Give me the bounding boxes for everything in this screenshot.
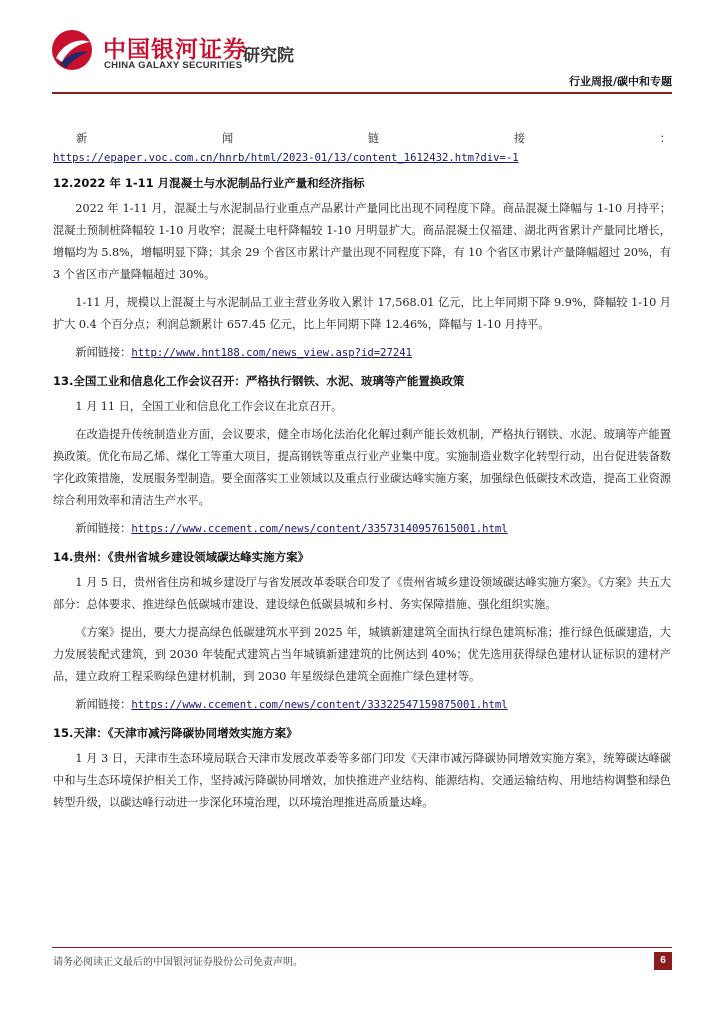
page-number: 6 [654, 952, 672, 970]
news-link-label: 新闻链接： [75, 522, 132, 535]
news-link-url[interactable]: https://www.ccement.com/news/content/33322547159875001.html [131, 699, 508, 711]
news-link-block [53, 130, 671, 168]
galaxy-logo-icon [50, 28, 94, 72]
section-heading: 15.天津：《天津市减污降碳协同增效实施方案》 [53, 726, 298, 740]
section-heading: 13.全国工业和信息化工作会议召开：严格执行钢铁、水泥、玻璃等产能置换政策 [53, 374, 465, 388]
news-link-label: 新闻链接： [75, 346, 132, 359]
news-link-label: 新闻链接： [75, 698, 132, 711]
news-link [53, 694, 671, 716]
paragraph: 1-11 月，规模以上混凝土与水泥制品工业主营业务收入累计 17,568.01 亿元，比上年同期下降 9.9%，降幅较 1-10 月扩大 0.4 个百分点；利润总额累计 657.45 亿元，比上年同期下降 12.46%，降幅与 1-10 月持平。 [53, 296, 671, 331]
section-heading: 14.贵州：《贵州省城乡建设领域碳达峰实施方案》 [53, 550, 310, 564]
news-link-url[interactable]: https://www.ccement.com/news/content/33573140957615001.html [131, 523, 508, 535]
disclaimer-text: 请务必阅读正文最后的中国银河证券股份公司免责声明。 [53, 957, 303, 968]
news-link [53, 342, 671, 364]
page-header [0, 0, 724, 95]
article-body [53, 130, 671, 820]
report-type: 行业周报/碳中和专题 [568, 75, 672, 88]
paragraph: 1 月 11 日，全国工业和信息化工作会议在北京召开。 [75, 400, 343, 413]
footer-divider [52, 947, 672, 948]
paragraph: 在改造提升传统制造业方面，会议要求，健全市场化法治化化解过剩产能长效机制，严格执行钢铁、水泥、玻璃等产能置换政策。优化布局乙烯、煤化工等重大项目，提高钢铁等重点行业产业集中度。实施制造业数字化转型行动，出台促进装备数字化政策措施，发展服务型制造。要全面落实工业领域以及重点行业碳达峰实施方案，加强绿色低碳技术改造，提高工业资源综合利用效率和清洁生产水平。 [53, 428, 671, 507]
logo-english-name: CHINA GALAXY SECURITIES [104, 60, 243, 71]
paragraph: 2022 年 1-11 月，混凝土与水泥制品行业重点产品累计产量同比出现不同程度下降。商品混凝土降幅与 1-10 月持平；混凝土预制桩降幅较 1-10 月收窄；混凝土电杆降幅较 1-10 月明显扩大。商品混凝土仅福建、湖北两省累计产量同比增长，增幅均为 5.8%，增幅明显下降；其余 29 个省区市累计产量出现不同程度下降，有 10 个省区市累计产量降幅超过 20%，有 3 个省区市产量降幅超过 30%。 [53, 202, 671, 281]
paragraph: 《方案》提出，要大力提高绿色低碳建筑水平到 2025 年，城镇新建建筑全面执行绿色建筑标准；推行绿色低碳建造，大力发展装配式建筑，到 2030 年装配式建筑占当年城镇新建建筑的比例达到 40%；优先选用获得绿色建材认证标识的建材产品，建立政府工程采购绿色建材机制，到 2030 年星级绿色建筑全面推广绿色建材等。 [53, 626, 671, 683]
news-link-url[interactable]: http://www.hnt188.com/news_view.asp?id=27241 [131, 347, 412, 359]
paragraph: 1 月 3 日，天津市生态环境局联合天津市发展改革委等多部门印发《天津市减污降碳协同增效实施方案》，统筹碳达峰碳中和与生态环境保护相关工作，坚持减污降碳协同增效，加快推进产业结构、能源结构、交通运输结构、用地结构调整和绿色转型升级，以碳达峰行动进一步深化环境治理，以环境治理推进高质量达峰。 [53, 752, 671, 809]
paragraph: 1 月 5 日，贵州省住房和城乡建设厅与省发展改革委联合印发了《贵州省城乡建设领域碳达峰实施方案》。《方案》共五大部分：总体要求、推进绿色低碳城市建设、建设绿色低碳县城和乡村、务实保障措施、强化组织实施。 [53, 576, 671, 611]
section-heading: 12.2022 年 1-11 月混凝土与水泥制品行业产量和经济指标 [53, 176, 365, 190]
header-divider [52, 92, 672, 94]
institute-label: 研究院 [243, 46, 294, 66]
logo-chinese-name: 中国银河证券 [103, 37, 247, 63]
news-link-url[interactable]: https://epaper.voc.com.cn/hnrb/html/2023-01/13/content_1612432.htm?div=-1 [53, 152, 519, 164]
news-link-label: 新 闻 链 接 ： [76, 132, 671, 145]
news-link [53, 518, 671, 540]
